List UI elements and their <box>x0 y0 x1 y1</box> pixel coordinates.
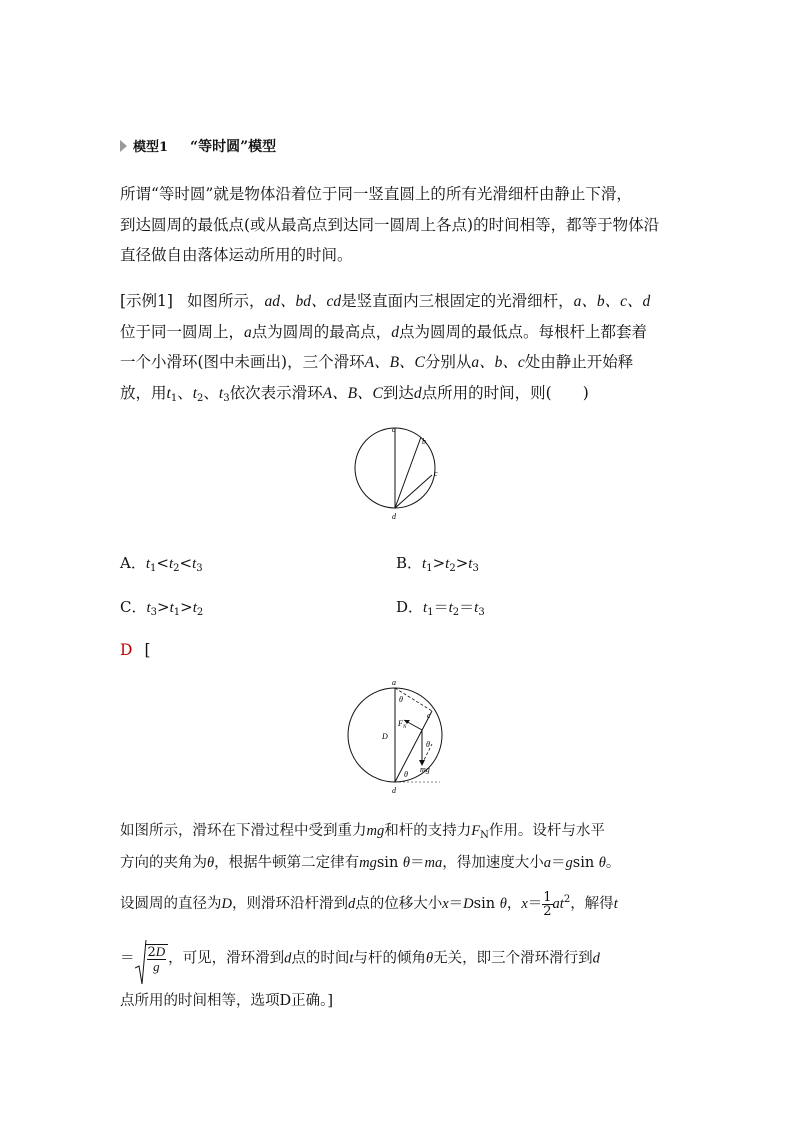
answer-letter: D <box>120 641 133 659</box>
f2-label-a: a <box>392 678 396 687</box>
intro-line-2: 到达圆周的最低点(或从最高点到达同一圆周上各点)的时间相等，都等于物体沿 <box>120 216 660 234</box>
f2-label-F: F <box>398 719 403 728</box>
f2-label-mg: mg <box>420 765 430 774</box>
f2-label-theta-bottom: θ <box>404 770 408 779</box>
example-line-2: 位于同一圆周上，a点为圆周的最高点，d点为圆周的最低点。每根杆上都套着 <box>120 323 648 341</box>
example-line-3: 一个小滑环(图中未画出)，三个滑环A、B、C分别从a、b、c处由静止开始释 <box>120 353 634 371</box>
label-a: a <box>392 425 396 434</box>
figure-circle-rods <box>345 420 455 530</box>
option-b: B．$t_1>t_2>t_3$ <box>396 554 479 574</box>
solution-line-1: 如图所示，滑环在下滑过程中受到重力mg和杆的支持力$F_N$作用。设杆与水平 <box>120 823 605 841</box>
triangle-marker-icon <box>120 140 127 152</box>
f2-label-theta-mid: θ <box>426 740 430 749</box>
f2-label-D: D <box>382 732 388 741</box>
model-label: 模型1 <box>133 140 169 155</box>
answer-line <box>120 640 151 660</box>
model-header <box>120 137 276 158</box>
example-line-1: [示例1] 如图所示，ad、bd、cd是竖直面内三根固定的光滑细杆，a、b、c、d <box>120 292 651 310</box>
answer-bracket: [ <box>144 641 151 659</box>
f2-label-theta-top: θ <box>399 695 403 704</box>
solution-line-4: ＝ $\frac{2D}{g}$ ，可见，滑环滑到d点的时间t与杆的倾角θ无关，即三个滑环滑行到d <box>120 944 600 973</box>
label-b: b <box>422 437 426 446</box>
sqrt-2D-over-g: $\frac{2D}{g}$ <box>135 944 169 973</box>
solution-line-3: 设圆周的直径为D，则滑环沿杆滑到d点的位移大小x＝Dsin θ，x＝ $\frac{1}{2}$ $at^2$，解得t <box>120 889 618 919</box>
model-title: “等时圆”模型 <box>190 139 277 155</box>
option-a: A．$t_1<t_2<t_3$ <box>120 554 203 574</box>
example-line-4: 放，用$t_1$、$t_2$、$t_3$依次表示滑环A、B、C到达d点所用的时间，则( ) <box>120 384 589 404</box>
f2-label-c: c <box>427 711 431 720</box>
label-c: c <box>434 469 438 478</box>
figure-force-diagram <box>340 676 460 798</box>
f2-label-N: N <box>403 725 407 730</box>
fraction-half: $\frac{1}{2}$ <box>543 889 552 919</box>
solution-line-2: 方向的夹角为θ，根据牛顿第二定律有mgsin θ＝ma，得加速度大小a＝gsin θ。 <box>120 855 621 871</box>
option-c: C．$t_3>t_1>t_2$ <box>120 598 204 618</box>
option-d: D．$t_1=t_2=t_3$ <box>396 598 485 618</box>
label-d: d <box>392 512 396 521</box>
rod-bd <box>395 437 421 508</box>
intro-line-3: 直径做自由落体运动所用的时间。 <box>120 246 353 264</box>
f2-label-d: d <box>392 786 396 795</box>
example-tag: [示例1] <box>120 292 173 310</box>
intro-line-1: 所谓“等时圆”就是物体沿着位于同一竖直圆上的所有光滑细杆由静止下滑， <box>120 185 632 203</box>
solution-line-5: 点所用的时间相等，选项D正确。] <box>120 993 334 1009</box>
